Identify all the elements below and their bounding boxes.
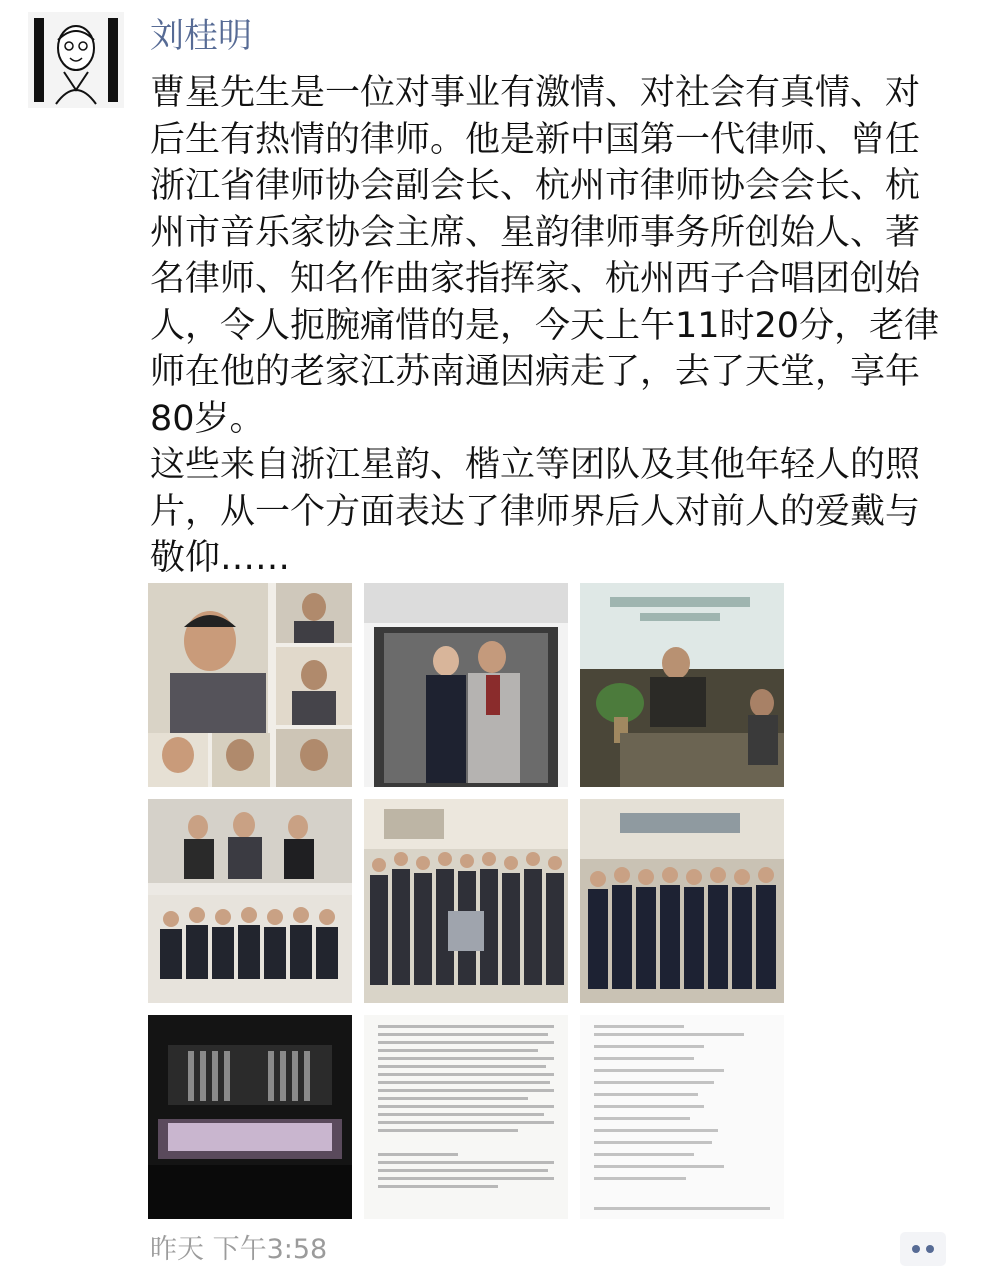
photo-9[interactable] — [580, 1015, 784, 1219]
photo-3[interactable] — [580, 583, 784, 787]
photo-2[interactable] — [364, 583, 568, 787]
comment-button[interactable] — [900, 1232, 946, 1266]
photo-grid — [148, 583, 788, 1223]
post-text — [150, 70, 940, 582]
post-paragraph-1: 曹星先生是一位对事业有激情、对社会有真情、对后生有热情的律师。他是新中国第一代律师、曾任浙江省律师协会副会长、杭州市律师协会会长、杭州市音乐家协会主席、星韵律师事务所创始人、著名律师、知名作曲家指挥家、杭州西子合唱团创始人，令人扼腕痛惜的是，今天上午11时20分，老律师在他的老家江苏南通因病走了，去了天堂，享年80岁。 — [150, 73, 940, 439]
photo-4[interactable] — [148, 799, 352, 1003]
photo-6[interactable] — [580, 799, 784, 1003]
post-timestamp: 昨天 下午3:58 — [150, 1234, 328, 1265]
post-paragraph-2: 这些来自浙江星韵、楷立等团队及其他年轻人的照片，从一个方面表达了律师界后人对前人的爱戴与敬仰…… — [150, 445, 921, 578]
photo-8[interactable] — [364, 1015, 568, 1219]
photo-1[interactable] — [148, 583, 352, 787]
caricature-avatar-icon — [28, 12, 124, 108]
comment-dots-icon — [912, 1245, 920, 1253]
comment-dots-icon — [926, 1245, 934, 1253]
author-name[interactable]: 刘桂明 — [150, 16, 252, 56]
photo-5[interactable] — [364, 799, 568, 1003]
avatar[interactable] — [28, 12, 124, 108]
photo-7[interactable] — [148, 1015, 352, 1219]
